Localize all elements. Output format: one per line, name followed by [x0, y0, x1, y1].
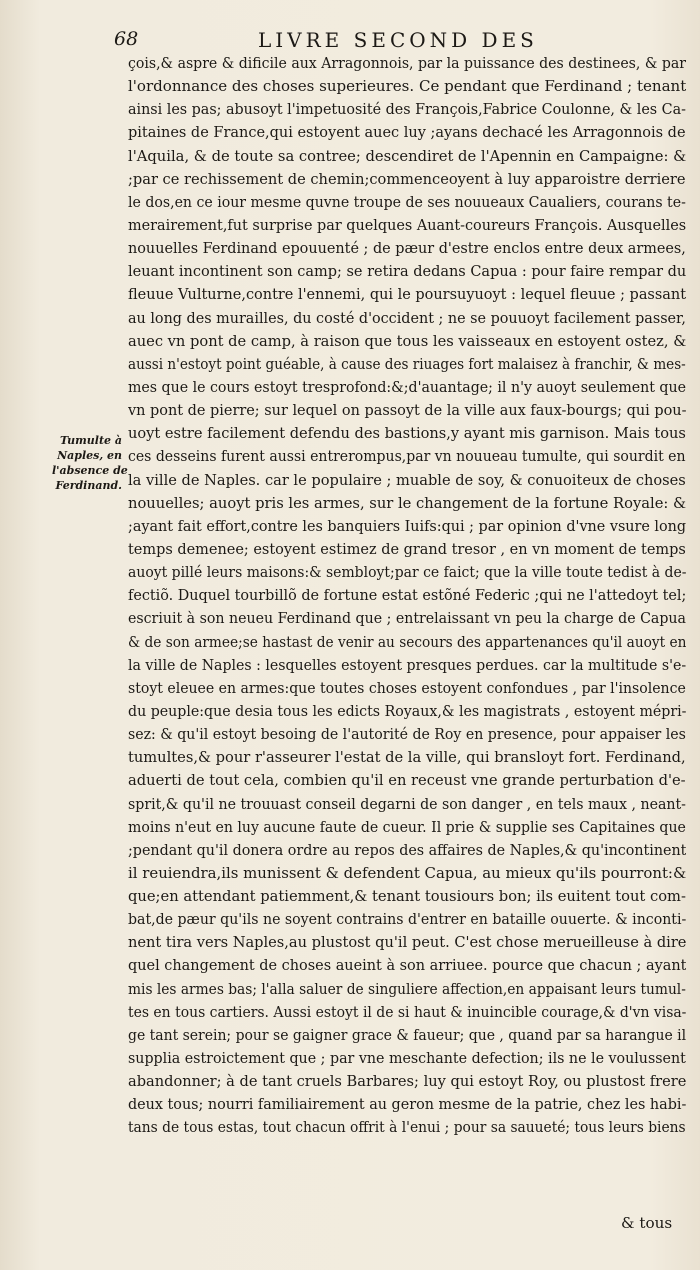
text-line: nouuelles; auoyt pris les armes, sur le changement de la fortune Royale: &: [128, 493, 687, 512]
text-line: fleuue Vulturne,contre l'ennemi, qui le poursuyuoyt : lequel fleuue ; passant: [128, 285, 686, 304]
text-line: l'Aquila, & de toute sa contree; descendiret de l'Apennin en Campaigne: &: [128, 146, 687, 165]
text-line: mis les armes bas; l'alla saluer de singuliere affection,en appaisant leurs tumul-: [128, 979, 686, 998]
text-line: nouuelles Ferdinand epouuenté ; de pæur d'estre enclos entre deux armees,: [128, 239, 686, 258]
text-line: l'ordonnance des choses superieures. Ce pendant que Ferdinand ; tenant: [128, 77, 687, 96]
text-line: au long des murailles, du costé d'occident ; ne se pouuoyt facilement passer,: [128, 308, 686, 327]
text-line: ;ayant fait effort,contre les banquiers Iuifs:qui ; par opinion d'vne vsure long: [128, 516, 687, 535]
margin-note-line: Tumulte à: [59, 434, 122, 447]
text-line: fectiõ. Duquel tourbillõ de fortune estat estõné Federic ;qui ne l'attedoyt tel;: [128, 586, 687, 605]
page-header: [0, 28, 700, 54]
text-line: merairement,fut surprise par quelques Auant-coureurs François. Ausquelles: [128, 215, 687, 234]
text-line: ainsi les pas; abusoyt l'impetuosité des François,Fabrice Coulonne, & les Ca-: [128, 100, 686, 119]
text-line: auoyt pillé leurs maisons:& sembloyt;par ce faict; que la ville toute tedist à de-: [128, 563, 687, 582]
text-line: stoyt eleuee en armes:que toutes choses estoyent confondues , par l'insolence: [128, 678, 686, 697]
margin-note: [52, 433, 128, 493]
margin-note-line: l'absence de: [52, 464, 128, 477]
text-line: deux tous; nourri familiairement au geron mesme de la patrie, chez les habi-: [128, 1095, 687, 1114]
text-line: auec vn pont de camp, à raison que tous les vaisseaux en estoyent ostez, &: [128, 331, 686, 350]
text-line: mes que le cours estoyt tresprofond:&;d'auantage; il n'y auoyt seulement que: [128, 377, 686, 396]
text-line: uoyt estre facilement defendu des bastions,y ayant mis garnison. Mais tous: [128, 424, 686, 443]
text-line: çois,& aspre & dificile aux Arragonnois, par la puissance des destinees, & par: [128, 54, 686, 72]
text-line: ;pendant qu'il donera ordre au repos des affaires de Naples,& qu'incontinent: [128, 840, 687, 859]
text-line: bat,de pæur qu'ils ne soyent contrains d'entrer en bataille ouuerte. & inconti-: [128, 910, 686, 929]
text-line: abandonner; à de tant cruels Barbares; luy qui estoyt Roy, ou plustost frere: [128, 1072, 686, 1091]
text-line: temps demenee; estoyent estimez de grand tresor , en vn moment de temps: [128, 539, 686, 558]
body-text: [128, 52, 690, 1140]
text-line: la ville de Naples : lesquelles estoyent presques perdues. car la multitude s'e-: [128, 655, 686, 674]
text-line: supplia estroictement que ; par vne meschante defection; ils ne le voulussent: [128, 1049, 686, 1068]
text-line: nent tira vers Naples,au plustost qu'il peut. C'est chose merueilleuse à dire: [128, 933, 686, 952]
text-line: escriuit à son neueu Ferdinand que ; entrelaissant vn peu la charge de Capua: [128, 609, 686, 628]
text-line: aduerti de tout cela, combien qu'il en receust vne grande perturbation d'e-: [128, 771, 686, 790]
text-line: moins n'eut en luy aucune faute de cueur. Il prie & supplie ses Capitaines que: [128, 817, 686, 836]
text-line: aussi n'estoyt point guéable, à cause des riuages fort malaisez à franchir, & mes-: [128, 354, 686, 373]
text-line: le dos,en ce iour mesme quvne troupe de ses nouueaux Caualiers, courans te-: [128, 192, 686, 211]
text-line: la ville de Naples. car le populaire ; muable de soy, & conuoiteux de choses: [128, 470, 686, 489]
page-number: 68: [114, 28, 139, 50]
margin-note-line: Naples, en: [57, 449, 122, 462]
text-line: leuant incontinent son camp; se retira dedans Capua : pour faire rempar du: [128, 262, 686, 281]
running-head: LIVRE SECOND DES: [258, 28, 538, 52]
text-line: il reuiendra,ils munissent & defendent Capua, au mieux qu'ils pourront:&: [128, 863, 687, 882]
text-line: du peuple:que desia tous les edicts Royaux,& les magistrats , estoyent mépri-: [128, 701, 686, 720]
text-line: ge tant serein; pour se gaigner grace & faueur; que , quand par sa harangue il: [128, 1025, 687, 1044]
catchword: & tous: [621, 1214, 673, 1232]
text-line: quel changement de choses aueint à son arriuee. pource que chacun ; ayant: [128, 956, 687, 975]
text-line: tumultes,& pour r'asseurer l'estat de la ville, qui bransloyt fort. Ferdinand,: [128, 748, 686, 767]
text-line: sprit,& qu'il ne trouuast conseil degarni de son danger , en tels maux , neant-: [128, 794, 686, 813]
text-line: vn pont de pierre; sur lequel on passoyt de la ville aux faux-bourgs; qui pou-: [128, 401, 687, 420]
text-line: pitaines de France,qui estoyent auec luy ;ayans dechacé les Arragonnois de: [128, 123, 686, 142]
text-line: ces desseins furent aussi entrerompus,par vn nouueau tumulte, qui sourdit en: [128, 447, 686, 466]
text-line: tes en tous cartiers. Aussi estoyt il de si haut & inuincible courage,& d'vn visa-: [128, 1002, 687, 1021]
text-line: ;par ce rechissement de chemin;commenceoyent à luy apparoistre derriere: [128, 169, 686, 188]
text-line: que;en attendant patiemment,& tenant tousiours bon; ils euitent tout com-: [128, 887, 686, 906]
text-line: sez: & qu'il estoyt besoing de l'autorité de Roy en presence, pour appaiser les: [128, 725, 686, 744]
margin-note-line: Ferdinand.: [55, 479, 122, 492]
text-line: & de son armee;se hastast de venir au secours des appartenances qu'il auoyt en: [128, 632, 687, 651]
text-line: tans de tous estas, tout chacun offrit à l'enui ; pour sa sauueté; tous leurs biens: [128, 1118, 686, 1137]
